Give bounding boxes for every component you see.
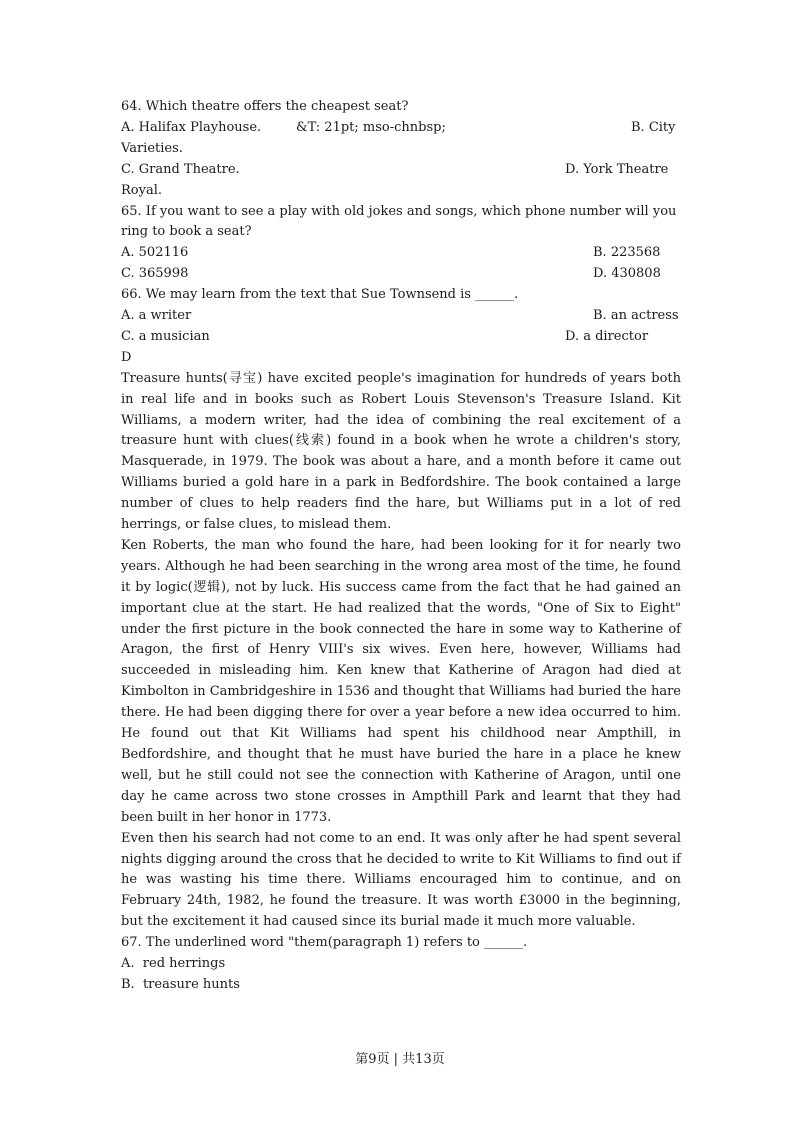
q67-option-a: A. red herrings xyxy=(121,956,226,972)
q67-option-b: B. treasure hunts xyxy=(121,976,240,992)
q66-option-c: C. a musician xyxy=(121,328,210,344)
q65-option-d: D. 430808 xyxy=(593,266,661,282)
passage-paragraph-1: Treasure hunts(寻宝) have excited people's imagination for hundreds of years both in real life and in books such as Robert Louis Stevenson's Treasure Island. Kit Williams, a modern writer, had the idea of combining the real excitement of a treasure hunt with clues(线索) found in a book when he wrote a children's story, Masquerade, in 1979. The book was about a hare, and a month before it came out Williams buried a gold hare in a park in Bedfordshire. The book contained a large number of clues to help readers find the hare, but Williams put in a lot of red herrings, or false clues, to mislead them. xyxy=(121,370,681,533)
q65-question-line-1: 65. If you want to see a play with old jokes and songs, which phone number will you xyxy=(121,203,677,219)
q67-question: 67. The underlined word "them(paragraph 1) refers to ______. xyxy=(121,935,528,951)
section-label: D xyxy=(121,349,132,365)
q64-option-d-continued: Royal. xyxy=(121,182,162,198)
q65-options-row-2 xyxy=(121,264,681,285)
q65-options-row-1 xyxy=(121,243,681,264)
q66-options-row-1 xyxy=(121,306,681,327)
q64-artifact-text: &T: 21pt; mso-chnbsp; xyxy=(296,119,446,135)
q65-option-b: B. 223568 xyxy=(593,245,661,261)
q64-option-a: A. Halifax Playhouse. xyxy=(121,119,262,135)
q65-option-c: C. 365998 xyxy=(121,266,189,282)
q66-options-row-2 xyxy=(121,327,681,348)
q64-option-b-continued: Varieties. xyxy=(121,140,183,156)
q66-option-d: D. a director xyxy=(565,328,649,344)
q65-question-line-2: ring to book a seat? xyxy=(121,224,252,240)
q66-option-a: A. a writer xyxy=(121,308,192,323)
passage-paragraph-3: Even then his search had not come to an end. It was only after he had spent several nights digging around the cross that he decided to write to Kit Williams to find out if he was wasting his time there. Williams encouraged him to continue, and on February 24th, 1982, he found the treasure. It was worth £3000 in the beginning, but the excitement it had caused since its burial made it much more valuable. xyxy=(121,830,681,930)
q64-options-row-2 xyxy=(121,160,681,181)
page-footer: 第9页 | 共13页 xyxy=(355,1052,445,1067)
document-page xyxy=(121,97,681,996)
q64-option-d: D. York Theatre xyxy=(565,161,669,177)
passage-paragraph-2: Ken Roberts, the man who found the hare, had been looking for it for nearly two years. Although he had been searching in the wrong area most of the time, he found it by logic(逻辑), not by luck. His success came from the fact that he had gained an important clue at the start. He had realized that the words, "One of Six to Eight" under the first picture in the book connected the hare in some way to Katherine of Aragon, the first of Henry VIII's six wives. Even here, however, Williams had succeeded in misleading him. Ken knew that Katherine of Aragon had died at Kimbolton in Cambridgeshire in 1536 and thought that Williams had buried the hare there. He had been digging there for over a year before a new idea occurred to him. He found out that Kit Williams had spent his childhood near Ampthill, in Bedfordshire, and thought that he must have buried the hare in a place he knew well, but he still could not see the connection with Katherine of Aragon, until one day he came across two stone crosses in Ampthill Park and learnt that they had been built in her honor in 1773. xyxy=(121,537,681,825)
q66-option-b: B. an actress xyxy=(593,308,679,323)
q65-option-a: A. 502116 xyxy=(121,245,189,261)
q64-question: 64. Which theatre offers the cheapest seat? xyxy=(121,99,409,114)
q64-option-b: B. City xyxy=(631,119,676,135)
q64-option-c: C. Grand Theatre. xyxy=(121,161,240,177)
q64-options-row-1 xyxy=(121,118,681,139)
q66-question: 66. We may learn from the text that Sue Townsend is ______. xyxy=(121,287,519,303)
